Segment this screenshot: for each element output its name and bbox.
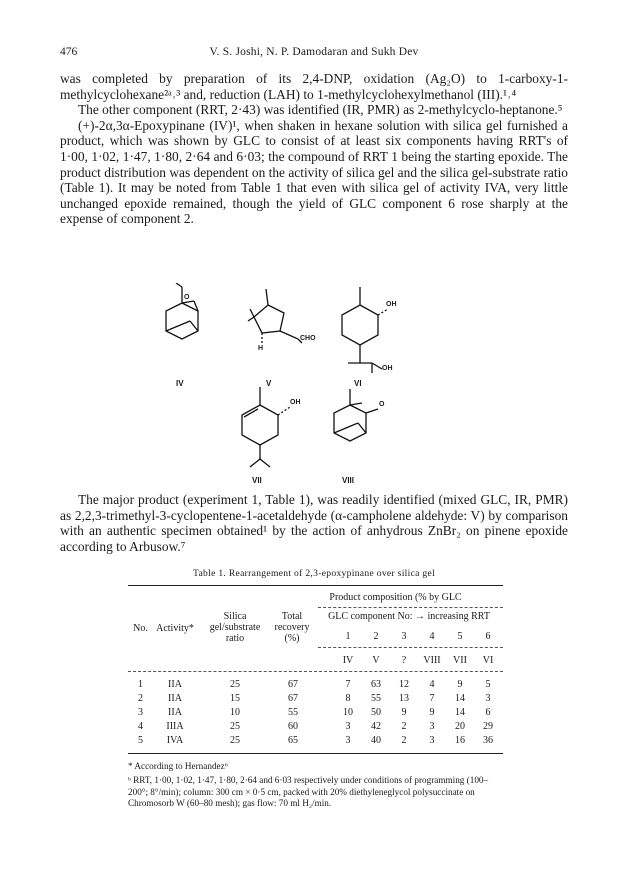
table-cell: 55 [371,693,381,704]
table-title: Table 1. Rearrangement of 2,3-epoxypinane over silica gel [192,568,436,579]
component-3: 3 [401,631,407,642]
structures-figure [150,283,470,483]
table-cell: 20 [455,721,465,732]
table-cell: 14 [455,693,465,704]
table-cell: 16 [455,735,465,746]
structure-v [248,289,302,345]
paragraph: The other component (RRT, 2·43) was identified (IR, PMR) as 2-methylcyclo-heptanone.⁵ [78,102,563,118]
table-top-rule [128,585,503,586]
component-4: 4 [429,631,435,642]
footnote-a: * According to Hernandez⁶ [128,761,228,771]
table-cell: 9 [401,707,407,718]
table-cell: 25 [230,679,240,690]
table-cell: 4 [138,721,143,732]
table-cell: 55 [288,707,298,718]
table-cell: IIA [168,693,182,704]
v-cho-label: CHO [300,335,316,342]
table-cell: 15 [230,693,240,704]
structure-vi [342,287,388,373]
structure-viii [334,389,378,441]
paragraph: was completed by preparation of its 2,4-DNP, oxidation (Ag₂O) to 1-carboxy-1-methylcyclohexane²ᵃ˒³ and, reduction (LAH) to 1-methylcyclohexylmethanol (III).¹˒⁴ [60,71,568,102]
col-header-recovery: Total recovery (%) [274,611,310,644]
compound-unknown: ? [401,655,407,666]
table-cell: IIA [168,707,182,718]
table-cell: 3 [138,707,143,718]
body-rule [128,671,503,672]
compound-v: V [372,655,380,666]
body-text-top [60,71,568,227]
table-cell: 10 [343,707,353,718]
table-cell: 7 [345,679,351,690]
table-cell: 10 [230,707,240,718]
structure-vii [242,387,290,467]
col-header-no: No. [133,623,148,634]
running-header [60,46,568,62]
vii-oh-label: OH [290,399,301,406]
component-1: 1 [345,631,351,642]
vi-oh-top-label: OH [386,301,397,308]
table-cell: 29 [483,721,493,732]
v-h-label: H [258,345,264,352]
table-cell: 50 [371,707,381,718]
compound-iv: IV [342,655,354,666]
col-header-ratio: Silica gel/substrate ratio [209,611,261,644]
label-vi: VI [354,379,362,388]
col-header-activity: Activity* [156,623,194,634]
table-cell: 42 [371,721,381,732]
paragraph: The major product (experiment 1, Table 1), was readily identified (mixed GLC, IR, PMR) as 2,2,3-trimethyl-3-cyclopentene-1-acetaldehyde (α-campholene aldehyde: V) by comparison with an authentic specimen obtained¹ by the action of anhydrous ZnBr₂ on pinene epoxide according to Arbusow.⁷ [60,492,568,554]
table-cell: IIIA [166,721,184,732]
table-cell: 63 [371,679,381,690]
table-cell: 8 [345,693,351,704]
table-cell: 7 [429,693,435,704]
table-cell: IIA [168,679,182,690]
product-composition-header: Product composition (% by GLC [329,592,462,603]
component-5: 5 [457,631,463,642]
table-cell: 3 [429,721,435,732]
table-cell: 25 [230,735,240,746]
table-cell: 67 [288,679,298,690]
table-cell: 3 [345,735,351,746]
table-cell: 2 [401,735,407,746]
label-iv: IV [176,379,184,388]
compound-vii: VII [453,655,467,666]
structure-iv [166,283,198,339]
table-cell: 2 [138,693,143,704]
compound-viii: VIII [423,655,441,666]
table-cell: 14 [455,707,465,718]
table-cell: 3 [345,721,351,732]
label-viii: VIII [342,476,355,485]
table-cell: 67 [288,693,298,704]
table-cell: 2 [401,721,407,732]
table-cell: 5 [485,679,491,690]
component-6: 6 [485,631,491,642]
table-cell: IVA [166,735,184,746]
label-vii: VII [252,476,262,485]
table-cell: 6 [485,707,491,718]
table-cell: 60 [288,721,298,732]
table-cell: 3 [429,735,435,746]
body-text-bottom [60,492,568,554]
vi-oh-bottom-label: OH [382,365,393,372]
table-cell: 1 [138,679,143,690]
table-cell: 25 [230,721,240,732]
table-cell: 13 [399,693,409,704]
table-cell: 3 [485,693,491,704]
table-cell: 9 [429,707,435,718]
table-cell: 12 [399,679,409,690]
paragraph: (+)-2α,3α-Epoxypinane (IV)¹, when shaken in hexane solution with silica gel furnished a product, which was shown by GLC to consist of at least six components having RRT's of 1·00, 1·02, 1·47, 1·80, 2·64 and 6·03; the compound of RRT 1 being the starting epoxide. The product distribution was dependent on the activity of silica gel and the silica gel-substrate ratio (Table 1). It may be noted from Table 1 that even with silica gel of activity IVA, very little unchanged epoxide remained, though the yield of GLC component 6 rose sharply at the expense of component 2. [60,117,568,227]
table-cell: 9 [457,679,463,690]
header-rule [318,607,503,608]
running-title: V. S. Joshi, N. P. Damodaran and Sukh Dev [209,46,419,58]
chemical-structures [150,283,470,483]
viii-oxygen-label: O [379,401,385,408]
iv-oxygen-label: O [184,294,190,301]
compound-vi: VI [482,655,494,666]
table-bottom-rule [128,753,503,754]
table-cell: 65 [288,735,298,746]
subheader-rule [318,647,503,648]
label-v: V [266,379,272,388]
footnote-b: ᵇ RRT, 1·00, 1·02, 1·47, 1·80, 2·64 and 6·03 respectively under conditions of programming (100–200°; 8°/min); column: 300 cm × 0·5 cm, packed with 20% diethyleneglycol polysuccinate on Chromosorb W (60–80 mesh); gas flow: 70 ml H₂/min. [128,775,489,808]
component-2: 2 [373,631,379,642]
table-cell: 5 [138,735,143,746]
col-header-glc: GLC component No: → increasing RRT [328,611,490,622]
table-cell: 40 [371,735,381,746]
table-cell: 36 [483,735,493,746]
table-cell: 4 [429,679,435,690]
page-number: 476 [60,46,78,58]
